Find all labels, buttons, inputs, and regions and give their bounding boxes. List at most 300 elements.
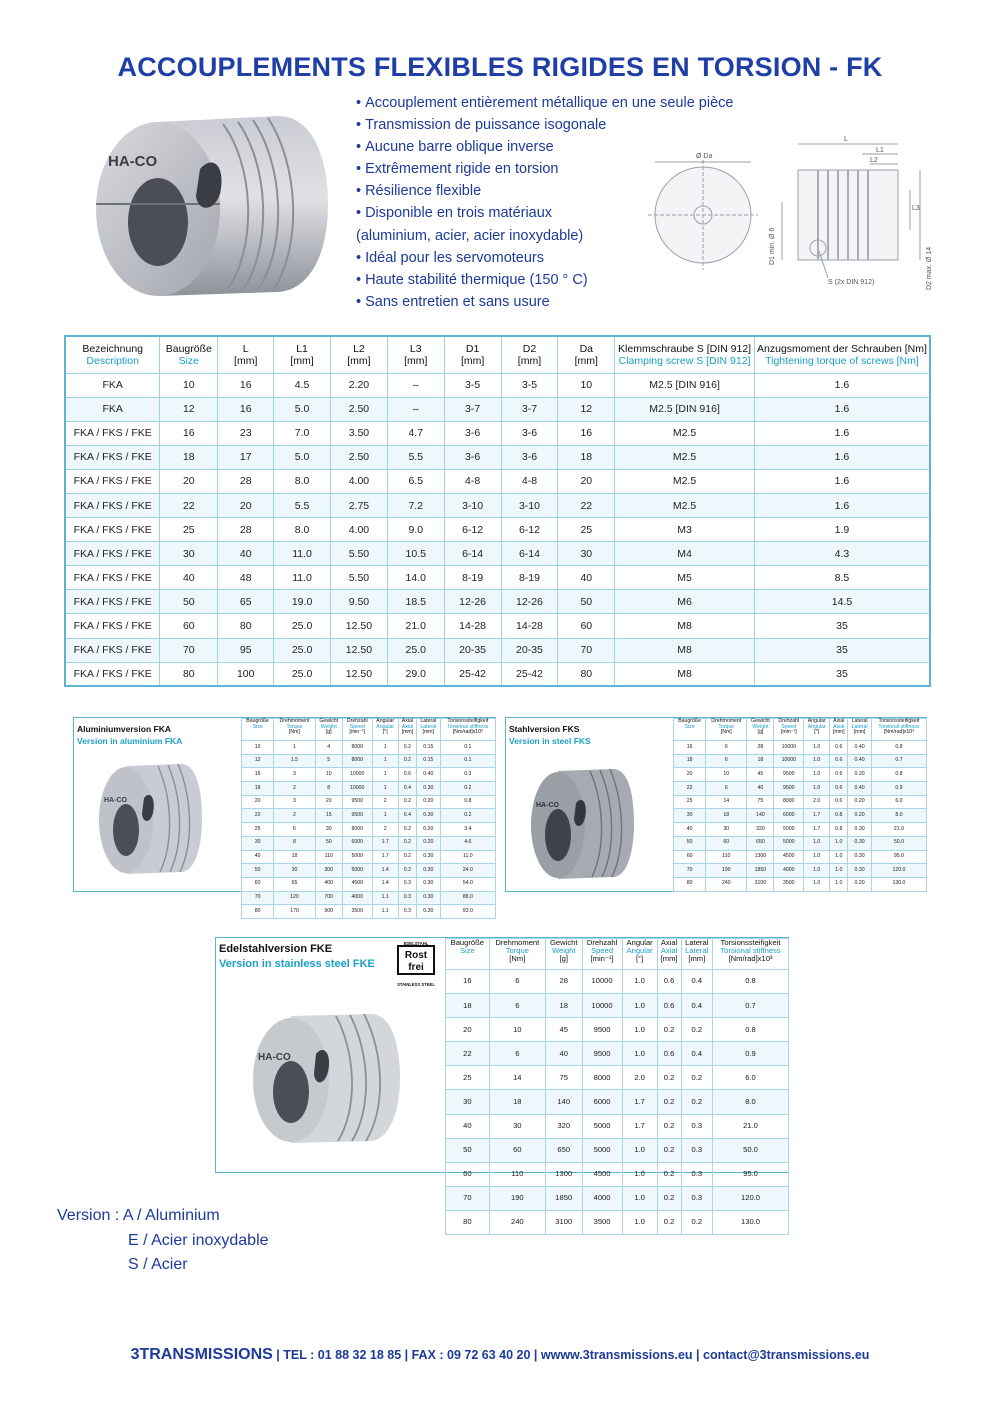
table-cell: 30 <box>674 809 706 823</box>
table-cell: 1.9 <box>754 518 930 542</box>
table-cell: 35 <box>754 614 930 638</box>
table-cell: 3500 <box>774 877 804 891</box>
table-cell: FKA / FKS / FKE <box>65 542 160 566</box>
table-cell: 10 <box>489 1018 545 1042</box>
table-cell: M8 <box>615 662 755 686</box>
table-cell: 0.2 <box>681 1066 713 1090</box>
table-cell: 2 <box>372 823 398 837</box>
table-cell: 14-28 <box>501 614 558 638</box>
table-cell: 6 <box>489 994 545 1018</box>
table-row <box>242 836 496 850</box>
table-cell: 25 <box>160 518 218 542</box>
table-cell: 6 <box>706 754 747 768</box>
table-cell: 320 <box>747 823 774 837</box>
table-cell: 0.30 <box>848 823 872 837</box>
table-cell: 0.30 <box>417 877 441 891</box>
table-cell: 35 <box>754 662 930 686</box>
feature-item: • Disponible en trois matériaux <box>356 205 553 222</box>
table-cell: 4500 <box>774 850 804 864</box>
table-cell: 40 <box>160 566 218 590</box>
table-cell: 16 <box>242 768 274 782</box>
table-cell: 95.0 <box>713 1162 789 1186</box>
table-row <box>65 542 930 566</box>
table-cell: 93.0 <box>440 905 495 919</box>
feature-item: • Résilience flexible <box>356 183 482 200</box>
table-cell: 1.0 <box>804 768 830 782</box>
table-cell: 0.2 <box>657 1186 681 1210</box>
table-cell: 3-10 <box>444 493 501 517</box>
table-cell: 48 <box>218 566 274 590</box>
svg-text:STAINLESS STEEL: STAINLESS STEEL <box>397 982 435 987</box>
table-row <box>446 1018 789 1042</box>
stainless-title-en: Version in stainless steel FKE <box>219 958 375 970</box>
table-cell: 28 <box>747 741 774 755</box>
version-e: E / Acier inoxydable <box>128 1231 269 1249</box>
table-cell: 400 <box>315 877 342 891</box>
table-cell: 320 <box>545 1114 582 1138</box>
table-cell: 6-14 <box>501 542 558 566</box>
table-cell: 130.0 <box>713 1210 789 1234</box>
table-cell: 4.7 <box>387 421 444 445</box>
table-cell: 1.7 <box>372 836 398 850</box>
table-cell: 0.7 <box>713 994 789 1018</box>
table-cell: 25 <box>674 795 706 809</box>
table-cell: 50 <box>242 864 274 878</box>
table-cell: 0.30 <box>417 905 441 919</box>
table-cell: 0.6 <box>830 782 848 796</box>
table-cell: M8 <box>615 614 755 638</box>
table-cell: FKA <box>65 397 160 421</box>
table-row <box>242 768 496 782</box>
table-cell: 0.4 <box>398 809 416 823</box>
svg-text:HA-CO: HA-CO <box>104 797 127 804</box>
table-cell: 16 <box>218 397 274 421</box>
table-cell: 9500 <box>774 768 804 782</box>
table-cell: M2.5 <box>615 445 755 469</box>
table-cell: 1850 <box>545 1186 582 1210</box>
table-cell: 50.0 <box>713 1138 789 1162</box>
table-cell: 18 <box>558 445 615 469</box>
table-cell: M2.5 <box>615 493 755 517</box>
table-row <box>242 823 496 837</box>
table-cell: 5000 <box>582 1138 622 1162</box>
table-cell: 0.1 <box>440 754 495 768</box>
table-cell: 3-6 <box>501 421 558 445</box>
table-cell: 11.0 <box>440 850 495 864</box>
stainless-spec-table <box>445 938 789 1235</box>
table-cell: 25.0 <box>274 638 331 662</box>
svg-text:HA-CO: HA-CO <box>258 1052 291 1063</box>
table-cell: 5.0 <box>274 445 331 469</box>
table-cell: 1.0 <box>622 1186 657 1210</box>
table-row <box>674 795 927 809</box>
table-cell: 10000 <box>342 782 372 796</box>
table-cell: 3500 <box>342 905 372 919</box>
column-header: L3 [mm] <box>387 336 444 373</box>
table-cell: 14 <box>489 1066 545 1090</box>
column-header: Axial Axial [mm] <box>398 719 416 741</box>
table-cell: 190 <box>706 864 747 878</box>
table-row <box>446 1090 789 1114</box>
table-cell: 0.9 <box>713 1042 789 1066</box>
table-cell: 6000 <box>582 1090 622 1114</box>
table-cell: 300 <box>315 864 342 878</box>
column-header: Gewicht Weight [g] <box>315 719 342 741</box>
table-cell: 60 <box>160 614 218 638</box>
coupling-image <box>88 104 338 304</box>
svg-text:Rost: Rost <box>404 950 428 961</box>
table-row <box>674 850 927 864</box>
table-row <box>674 877 927 891</box>
table-cell: 0.3 <box>398 905 416 919</box>
dimensions-table <box>64 335 931 687</box>
table-cell: 25 <box>242 823 274 837</box>
table-cell: 1300 <box>747 850 774 864</box>
table-cell: 18 <box>489 1090 545 1114</box>
table-cell: 0.20 <box>417 836 441 850</box>
table-cell: 16 <box>160 421 218 445</box>
table-cell: 1.4 <box>372 877 398 891</box>
table-cell: 1.6 <box>754 373 930 397</box>
table-cell: 2.0 <box>622 1066 657 1090</box>
table-cell: 0.2 <box>657 1210 681 1234</box>
table-cell: 0.1 <box>440 741 495 755</box>
table-cell: 0.8 <box>871 741 926 755</box>
table-row <box>242 905 496 919</box>
table-cell: 3-6 <box>501 445 558 469</box>
column-header: Torsionssteifigkeit Torsional stiffness [Nm/rad]x10³ <box>440 719 495 741</box>
table-cell: 4500 <box>582 1162 622 1186</box>
table-cell: 1.0 <box>804 836 830 850</box>
table-cell: 0.30 <box>848 850 872 864</box>
svg-text:HA-CO: HA-CO <box>536 802 559 809</box>
table-cell: FKA <box>65 373 160 397</box>
table-cell: 10 <box>558 373 615 397</box>
feature-item: • Aucune barre oblique inverse <box>356 139 554 156</box>
table-cell: 1.0 <box>622 1018 657 1042</box>
column-header: D2 [mm] <box>501 336 558 373</box>
table-cell: 0.2 <box>657 1162 681 1186</box>
column-header: Lateral Lateral [mm] <box>848 719 872 741</box>
table-cell: 10000 <box>342 768 372 782</box>
table-cell: 9500 <box>774 782 804 796</box>
table-cell: 20 <box>315 795 342 809</box>
table-row <box>446 1066 789 1090</box>
table-cell: 75 <box>747 795 774 809</box>
table-cell: 1.4 <box>372 864 398 878</box>
table-cell: 10000 <box>582 970 622 994</box>
table-cell: 240 <box>489 1210 545 1234</box>
svg-text:D1 min. Ø 6: D1 min. Ø 6 <box>769 227 776 265</box>
table-cell: 12-26 <box>501 590 558 614</box>
table-cell: 4-8 <box>444 469 501 493</box>
table-cell: 1 <box>274 741 315 755</box>
table-cell: 3-5 <box>501 373 558 397</box>
table-cell: 900 <box>315 905 342 919</box>
table-cell: 1.0 <box>622 970 657 994</box>
table-cell: 0.20 <box>848 809 872 823</box>
table-cell: 10.5 <box>387 542 444 566</box>
column-header: Baugröße Size <box>674 719 706 741</box>
coupling-logo: HA-CO <box>108 153 158 170</box>
column-header: Torsionssteifigkeit Torsional stiffness [Nm/rad]x10³ <box>871 719 926 741</box>
table-cell: 1.0 <box>830 850 848 864</box>
table-cell: 14 <box>706 795 747 809</box>
table-cell: 0.30 <box>848 836 872 850</box>
table-cell: 0.8 <box>713 1018 789 1042</box>
table-cell: FKA / FKS / FKE <box>65 445 160 469</box>
table-cell: 14-28 <box>444 614 501 638</box>
table-cell: 1.0 <box>622 1138 657 1162</box>
table-cell: 7.0 <box>274 421 331 445</box>
table-row <box>446 1210 789 1234</box>
table-cell: 2 <box>274 782 315 796</box>
table-cell: 25.0 <box>274 614 331 638</box>
table-row <box>242 809 496 823</box>
table-row <box>242 877 496 891</box>
table-cell: 110 <box>706 850 747 864</box>
table-cell: 70 <box>446 1186 490 1210</box>
table-cell: 12 <box>160 397 218 421</box>
table-cell: 6 <box>706 782 747 796</box>
aluminium-title: Aluminiumversion FKA <box>77 724 171 734</box>
table-cell: 0.2 <box>398 741 416 755</box>
table-cell: 18 <box>674 754 706 768</box>
table-cell: 20 <box>558 469 615 493</box>
table-cell: 88.0 <box>440 891 495 905</box>
table-cell: 30 <box>706 823 747 837</box>
table-cell: 5 <box>315 754 342 768</box>
table-cell: 8.0 <box>871 809 926 823</box>
table-cell: 3 <box>274 768 315 782</box>
version-a: Version : A / Aluminium <box>57 1207 220 1224</box>
table-cell: 40 <box>446 1114 490 1138</box>
table-cell: 3-5 <box>444 373 501 397</box>
table-cell: 18 <box>706 809 747 823</box>
table-cell: 0.2 <box>398 864 416 878</box>
table-cell: 0.2 <box>398 836 416 850</box>
column-header: Anzugsmoment der Schrauben [Nm] Tightening torque of screws [Nm] <box>754 336 930 373</box>
column-header: Baugröße Size <box>160 336 218 373</box>
table-row <box>65 373 930 397</box>
table-cell: 700 <box>315 891 342 905</box>
table-cell: FKA / FKS / FKE <box>65 638 160 662</box>
table-cell: 0.2 <box>398 823 416 837</box>
table-cell: 60 <box>489 1138 545 1162</box>
table-cell: FKA / FKS / FKE <box>65 493 160 517</box>
column-header: Gewicht Weight [g] <box>747 719 774 741</box>
table-cell: M2.5 [DIN 916] <box>615 373 755 397</box>
table-cell: 0.6 <box>657 1042 681 1066</box>
table-cell: 1.7 <box>804 823 830 837</box>
table-cell: 30 <box>242 836 274 850</box>
table-cell: 10000 <box>774 741 804 755</box>
table-cell: 1 <box>372 809 398 823</box>
column-header: Angular Angular [°] <box>622 939 657 970</box>
footer-brand: 3TRANSMISSIONS <box>130 1346 273 1363</box>
table-cell: 18 <box>545 994 582 1018</box>
table-cell: 20-35 <box>501 638 558 662</box>
table-cell: 14.5 <box>754 590 930 614</box>
table-cell: 3100 <box>747 877 774 891</box>
table-cell: 0.2 <box>681 1210 713 1234</box>
svg-text:Ø Da: Ø Da <box>696 153 713 160</box>
table-cell: 12 <box>242 754 274 768</box>
table-cell: 8000 <box>342 823 372 837</box>
table-cell: – <box>387 373 444 397</box>
table-cell: 1.6 <box>754 397 930 421</box>
table-cell: 2.50 <box>330 445 387 469</box>
rostfrei-badge <box>390 940 442 990</box>
table-cell: 6-12 <box>444 518 501 542</box>
table-cell: 25 <box>558 518 615 542</box>
table-cell: 25-42 <box>444 662 501 686</box>
table-cell: 1.6 <box>754 469 930 493</box>
version-s: S / Acier <box>128 1256 188 1273</box>
table-cell: 0.6 <box>830 754 848 768</box>
column-header: L [mm] <box>218 336 274 373</box>
table-cell: 2.50 <box>330 397 387 421</box>
table-cell: 650 <box>747 836 774 850</box>
table-cell: 10 <box>160 373 218 397</box>
table-cell: 20 <box>242 795 274 809</box>
table-cell: 25-42 <box>501 662 558 686</box>
table-cell: 8000 <box>342 741 372 755</box>
table-cell: 22 <box>558 493 615 517</box>
table-cell: 8 <box>315 782 342 796</box>
table-row <box>65 638 930 662</box>
table-cell: 30 <box>558 542 615 566</box>
table-row <box>674 754 927 768</box>
table-cell: 0.4 <box>681 994 713 1018</box>
table-cell: 0.15 <box>417 741 441 755</box>
table-cell: 4000 <box>342 891 372 905</box>
table-cell: 5.5 <box>387 445 444 469</box>
table-cell: 30 <box>315 823 342 837</box>
table-cell: 25.0 <box>387 638 444 662</box>
table-row <box>674 836 927 850</box>
table-cell: 10 <box>315 768 342 782</box>
table-cell: 0.40 <box>848 754 872 768</box>
table-cell: 22 <box>242 809 274 823</box>
table-cell: 11.0 <box>274 566 331 590</box>
table-row <box>242 891 496 905</box>
table-cell: 80 <box>558 662 615 686</box>
table-cell: 18 <box>747 754 774 768</box>
table-cell: FKA / FKS / FKE <box>65 421 160 445</box>
table-cell: 95 <box>218 638 274 662</box>
steel-title-en: Version in steel FKS <box>509 736 591 746</box>
table-cell: 1.0 <box>622 1042 657 1066</box>
table-cell: 18 <box>274 850 315 864</box>
table-cell: 4-8 <box>501 469 558 493</box>
table-cell: 65 <box>218 590 274 614</box>
table-cell: 2.0 <box>804 795 830 809</box>
table-cell: 20 <box>160 469 218 493</box>
table-cell: 30 <box>489 1114 545 1138</box>
table-row <box>65 445 930 469</box>
table-cell: 0.4 <box>681 1042 713 1066</box>
table-cell: 30 <box>274 864 315 878</box>
table-cell: 2 <box>274 809 315 823</box>
table-cell: 5000 <box>582 1114 622 1138</box>
table-cell: 20 <box>218 493 274 517</box>
column-header: L1 [mm] <box>274 336 331 373</box>
table-row <box>674 741 927 755</box>
table-cell: 0.6 <box>398 768 416 782</box>
table-row <box>674 864 927 878</box>
table-cell: 5000 <box>342 864 372 878</box>
table-cell: 2 <box>372 795 398 809</box>
table-cell: 3500 <box>582 1210 622 1234</box>
table-cell: 70 <box>558 638 615 662</box>
column-header: Torsionssteifigkeit Torsional stiffness [Nm/rad]x10³ <box>713 939 789 970</box>
table-cell: 29.0 <box>387 662 444 686</box>
table-cell: 0.30 <box>417 864 441 878</box>
footer-details: | TEL : 01 88 32 18 85 | FAX : 09 72 63 40 20 | wwww.3transmissions.eu | contact@3transmissions.eu <box>272 1348 870 1362</box>
table-cell: 21.0 <box>871 823 926 837</box>
table-cell: 16 <box>446 970 490 994</box>
table-cell: 4500 <box>342 877 372 891</box>
table-cell: 80 <box>446 1210 490 1234</box>
table-cell: 54.0 <box>440 877 495 891</box>
table-cell: 80 <box>242 905 274 919</box>
table-cell: 1.5 <box>274 754 315 768</box>
table-row <box>242 850 496 864</box>
table-cell: 1.7 <box>622 1090 657 1114</box>
table-cell: 3-7 <box>444 397 501 421</box>
table-cell: 1.1 <box>372 891 398 905</box>
column-header: Drehmoment Torque [Nm] <box>489 939 545 970</box>
dimension-drawing <box>648 130 938 300</box>
table-cell: 2.20 <box>330 373 387 397</box>
table-cell: 8 <box>274 836 315 850</box>
table-cell: 80 <box>218 614 274 638</box>
feature-item-continuation: (aluminium, acier, acier inoxydable) <box>356 227 584 244</box>
table-cell: 16 <box>558 421 615 445</box>
table-cell: 650 <box>545 1138 582 1162</box>
table-cell: 95.0 <box>871 850 926 864</box>
table-cell: 0.20 <box>417 795 441 809</box>
versions-legend <box>57 1204 269 1278</box>
table-cell: 35 <box>754 638 930 662</box>
table-cell: 0.8 <box>440 795 495 809</box>
table-cell: 1.7 <box>804 809 830 823</box>
table-cell: 28 <box>218 469 274 493</box>
table-cell: 60 <box>674 850 706 864</box>
table-cell: 50 <box>558 590 615 614</box>
table-cell: 1.6 <box>754 445 930 469</box>
column-header: L2 [mm] <box>330 336 387 373</box>
table-cell: 18 <box>446 994 490 1018</box>
page-title: ACCOUPLEMENTS FLEXIBLES RIGIDES EN TORSION - FK <box>117 52 883 82</box>
table-cell: 0.3 <box>398 877 416 891</box>
table-cell: 4000 <box>582 1186 622 1210</box>
table-cell: 9.50 <box>330 590 387 614</box>
table-cell: 18 <box>160 445 218 469</box>
column-header: Axial Axial [mm] <box>830 719 848 741</box>
table-row <box>446 1186 789 1210</box>
table-cell: M6 <box>615 590 755 614</box>
column-header: Drehzahl Speed [min⁻¹] <box>582 939 622 970</box>
table-cell: 6000 <box>342 836 372 850</box>
table-cell: 0.2 <box>681 1090 713 1114</box>
table-cell: 60 <box>558 614 615 638</box>
footer-contact <box>0 1346 1000 1364</box>
table-row <box>65 397 930 421</box>
table-cell: 22 <box>446 1042 490 1066</box>
table-row <box>65 469 930 493</box>
